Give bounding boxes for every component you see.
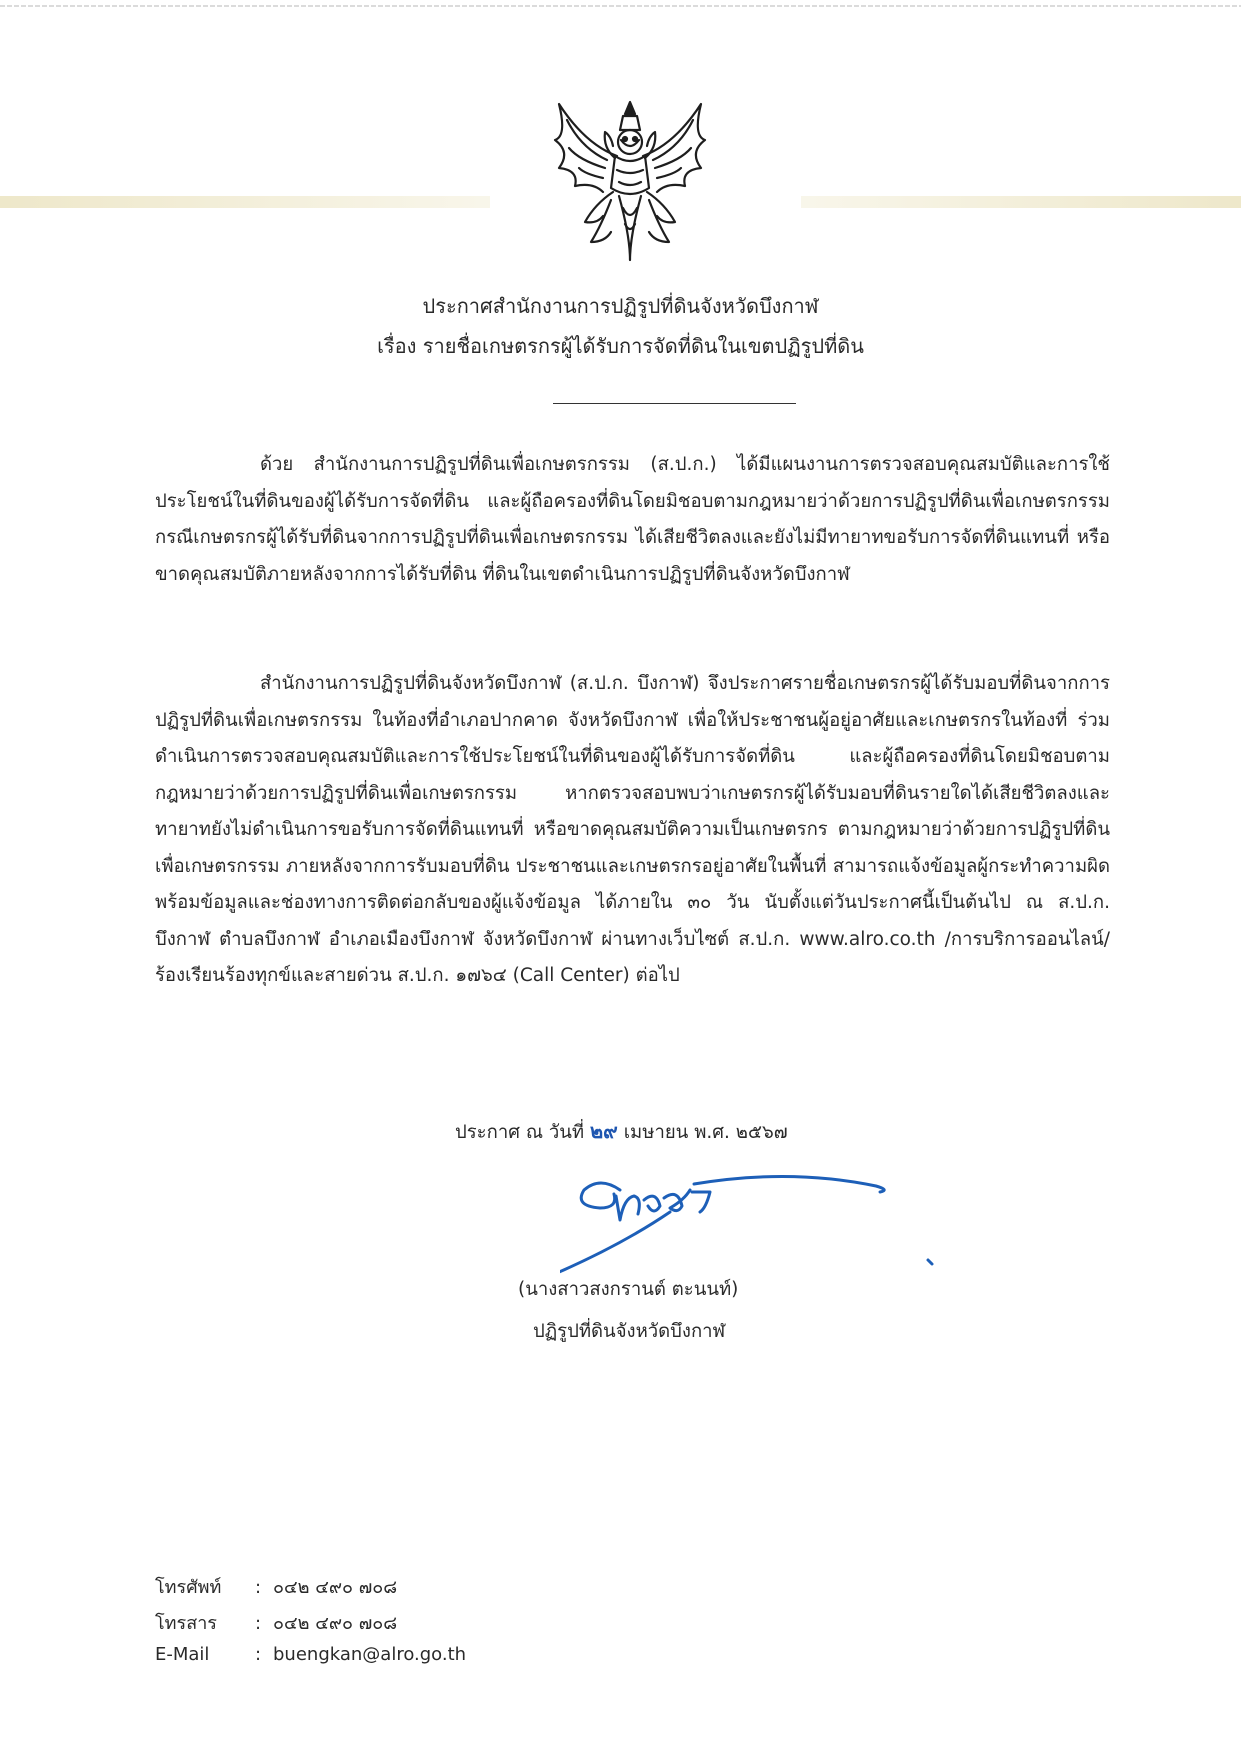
fax-label: โทรสาร xyxy=(155,1613,217,1634)
body-paragraph-2: สำนักงานการปฏิรูปที่ดินจังหวัดบึงกาฬ (ส.ป.ก. บึงกาฬ) จึงประกาศรายชื่อเกษตรกรผู้ได้รับมอบที่ดินจากการปฏิรูปที่ดินเพื่อเกษตรกรรม ในท้องที่อำเภอปากคาด จังหวัดบึงกาฬ เพื่อให้ประชาชนผู้อยู่อาศัยและเกษตรกรในท้องที่ ร่วมดำเนินการตรวจสอบคุณสมบัติและการใช้ประโยชน์ในที่ดินของผู้ได้รับการจัดที่ดิน และผู้ถือครองที่ดินโดยมิชอบตามกฎหมายว่าด้วยการปฏิรูปที่ดินเพื่อเกษตรกรรม หากตรวจสอบพบว่าเกษตรกรผู้ได้รับมอบที่ดินรายใดได้เสียชีวิตลงและทายาทยังไม่ดำเนินการขอรับการจัดที่ดินแทนที่ หรือขาดคุณสมบัติความเป็นเกษตรกร ตามกฎหมายว่าด้วยการปฏิรูปที่ดินเพื่อเกษตรกรรม ภายหลังจากการรับมอบที่ดิน ประชาชนและเกษตรกรอยู่อาศัยในพื้นที่ สามารถแจ้งข้อมูลผู้กระทำความผิด พร้อมข้อมูลและช่องทางการติดต่อกลับของผู้แจ้งข้อมูล ได้ภายใน ๓๐ วัน นับตั้งแต่วันประกาศนี้เป็นต้นไป ณ ส.ป.ก. บึงกาฬ ตำบลบึงกาฬ อำเภอเมืองบึงกาฬ จังหวัดบึงกาฬ ผ่านทางเว็บไซต์ ส.ป.ก. www.alro.co.th /การบริการออนไลน์/ร้องเรียนร้องทุกข์และสายด่วน ส.ป.ก. ๑๗๖๔ (Call Center) ต่อไป xyxy=(155,673,1110,986)
announcement-subject: เรื่อง รายชื่อเกษตรกรผู้ได้รับการจัดที่ดินในเขตปฏิรูปที่ดิน xyxy=(377,334,864,358)
signer-position: ปฏิรูปที่ดินจังหวัดบึงกาฬ xyxy=(533,1321,726,1342)
phone-value: ๐๔๒ ๔๙๐ ๗๐๘ xyxy=(273,1577,398,1598)
contact-email-row: E-Mail : buengkan@alro.go.th xyxy=(155,1644,467,1665)
date-day-handwritten: ๒๙ xyxy=(590,1119,618,1143)
date-prefix: ประกาศ ณ วันที่ xyxy=(455,1122,585,1143)
phone-label: โทรศัพท์ xyxy=(155,1577,222,1598)
body-paragraph-1: ด้วย สำนักงานการปฏิรูปที่ดินเพื่อเกษตรกรรม (ส.ป.ก.) ได้มีแผนงานการตรวจสอบคุณสมบัติและการใช้ประโยชน์ในที่ดินของผู้ได้รับการจัดที่ดิน และผู้ถือครองที่ดินโดยมิชอบตามกฎหมายว่าด้วยการปฏิรูปที่ดินเพื่อเกษตรกรรม กรณีเกษตรกรผู้ได้รับที่ดินจากการปฏิรูปที่ดินเพื่อเกษตรกรรม ได้เสียชีวิตลงและยังไม่มีทายาทขอรับการจัดที่ดินแทนที่ หรือขาดคุณสมบัติภายหลังจากการได้รับที่ดิน ที่ดินในเขตดำเนินการปฏิรูปที่ดินจังหวัดบึงกาฬ xyxy=(155,454,1110,585)
handwritten-signature xyxy=(560,1150,980,1280)
title-divider xyxy=(553,403,796,404)
announcement-title: ประกาศสำนักงานการปฏิรูปที่ดินจังหวัดบึงกาฬ xyxy=(422,294,819,318)
contact-phone-row: โทรศัพท์ : ๐๔๒ ๔๙๐ ๗๐๘ xyxy=(155,1572,397,1601)
top-border-line xyxy=(0,0,1241,10)
fax-value: ๐๔๒ ๔๙๐ ๗๐๘ xyxy=(273,1613,398,1634)
signer-name: (นางสาวสงกรานต์ ตะนนท์) xyxy=(518,1279,739,1300)
scan-edge-band-right xyxy=(801,196,1241,208)
date-month-year: เมษายน พ.ศ. ๒๕๖๗ xyxy=(623,1122,788,1143)
announcement-date xyxy=(455,1115,788,1147)
email-label: E-Mail xyxy=(155,1644,210,1665)
email-value: buengkan@alro.go.th xyxy=(273,1644,467,1665)
garuda-emblem-icon xyxy=(545,96,715,266)
contact-fax-row: โทรสาร : ๐๔๒ ๔๙๐ ๗๐๘ xyxy=(155,1608,397,1637)
scan-edge-band-left xyxy=(0,196,490,208)
